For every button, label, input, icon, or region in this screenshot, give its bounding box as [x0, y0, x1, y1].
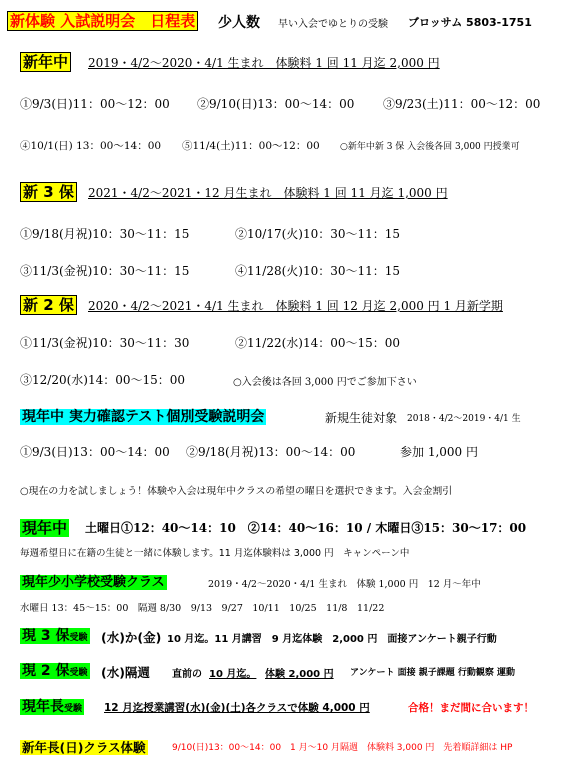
gen3ho-days: (水)か(金): [101, 630, 162, 645]
test-date-1: ①9/3(日)13：00～14：00: [20, 445, 170, 459]
badge-gen2ho-sub: 受験: [69, 668, 88, 678]
test-target: 新規生徒対象: [325, 411, 398, 425]
badge-gen3ho: [20, 628, 90, 644]
section-gennencho: [20, 696, 84, 716]
shin3ho-date-2: ②10/17(火)10：30～11：15: [235, 227, 401, 241]
badge-gen3ho-main: 現 3 保: [22, 628, 70, 644]
badge-gennencho: [20, 699, 84, 715]
shinnenchu-date-2: ②9/10(日)13：00～14：00: [197, 97, 355, 111]
badge-shin2ho: 新 2 保: [20, 295, 77, 315]
section-shogakko: [20, 571, 167, 590]
badge-test: 現年中 実力確認テスト個別受験説明会: [22, 409, 265, 425]
shin3ho-date-1: ①9/18(月祝)10：30～11：15: [20, 227, 190, 241]
section-gennenchu: [20, 517, 69, 538]
test-range: 2018・4/2～2019・4/1 生: [407, 414, 521, 424]
school-name-phone: ブロッサム 5803-1751: [408, 16, 532, 29]
badge-shin3ho: 新 3 保: [20, 182, 77, 202]
badge-gen2ho: [20, 663, 90, 679]
gennencho-info: 12 月迄授業講習(水)(金)(土)各クラスで体験 4,000 円: [104, 702, 370, 714]
badge-gennencho-main: 現年長: [22, 699, 64, 715]
test-date-2: ②9/18(月祝)13：00～14：00: [186, 445, 356, 459]
badge-gen2ho-main: 現 2 保: [22, 663, 70, 679]
shin3ho-date-3: ③11/3(金祝)10：30～11：15: [20, 264, 190, 278]
shin2ho-note: ○入会後は各回 3,000 円でご参加下さい: [233, 377, 417, 388]
gennenchu-note: 毎週希望日に在籍の生徒と一緒に体験します。11 月迄体験料は 3,000 円 キャンペーン中: [20, 548, 410, 559]
test-note: ○現在の力を試しましょう！体験や入会は現年中クラスの希望の曜日を選択できます。入会金割引: [20, 486, 453, 497]
shin2ho-date-3: ③12/20(水)14：00～15：00: [20, 373, 186, 387]
gen2ho-text-e: アンケート 面接 親子課題 行動観察 運動: [350, 668, 515, 678]
badge-shogakko: 現年少小学校受験クラス: [22, 575, 165, 590]
shinnenchu-note: ○新年中新 3 保 入会後各回 3,000 円授業可: [340, 142, 520, 152]
shinnenchu-date-3: ③9/23(土)11：00～12：00: [383, 97, 541, 111]
shinnenchu-date-1: ①9/3(日)11：00～12：00: [20, 97, 170, 111]
badge-gennencho-sub: 受験: [64, 704, 83, 714]
shogakko-schedule: 水曜日 13：45～15：00 隔週 8/30 9/13 9/27 10/11 10/25 11/8 11/22: [20, 603, 385, 614]
shinnenchu-info: 2019・4/2～2020・4/1 生まれ 体験料 1 回 11 月迄 2,000 円: [88, 56, 440, 70]
tagline-big: 少人数: [218, 15, 260, 31]
section-test: [20, 406, 266, 426]
gen2ho-text-c: 10 月迄。: [209, 669, 257, 680]
shinnencho-red-note: 9/10(日)13：00～14：00 1 月～10 月隔週 体験料 3,000 円 先着順詳細は HP: [172, 743, 513, 753]
shinnenchu-date-5: ⑤11/4(土)11：00～12：00: [182, 140, 320, 152]
section-shin2ho: [20, 294, 77, 315]
badge-gennenchu: 現年中: [22, 519, 68, 537]
badge-shinnencho: 新年長(日)クラス体験: [22, 740, 146, 755]
shin2ho-date-1: ①11/3(金祝)10：30～11：30: [20, 336, 190, 350]
section-gen3ho: [20, 625, 90, 645]
gen2ho-text-b: 直前の: [172, 669, 202, 680]
header: [7, 10, 198, 31]
badge-gen3ho-sub: 受験: [69, 633, 88, 643]
tagline-small: 早い入会でゆとりの受験: [278, 19, 388, 30]
shin3ho-info: 2021・4/2～2021・12 月生まれ 体験料 1 回 11 月迄 1,000 円: [88, 186, 448, 200]
gen2ho-text-d: 体験 2,000 円: [265, 669, 334, 680]
shinnenchu-date-4: ④10/1(日) 13：00～14：00: [20, 140, 162, 152]
gen2ho-days: (水)隔週: [101, 665, 150, 680]
section-gen2ho: [20, 660, 90, 680]
shogakko-info: 2019・4/2～2020・4/1 生まれ 体験 1,000 円 12 月～年中: [208, 579, 481, 590]
gen3ho-info: 10 月迄。11 月講習 9 月迄体験 2,000 円 面接アンケート親子行動: [167, 634, 497, 645]
page-title: 新体験 入試説明会 日程表: [7, 11, 198, 31]
gennenchu-schedule: 土曜日①12：40～14：10 ②14：40～16：10 / 木曜日③15：30～17：00: [85, 521, 527, 535]
badge-shinnenchu: 新年中: [20, 52, 71, 72]
section-shin3ho: [20, 181, 77, 202]
shin2ho-date-2: ②11/22(水)14：00～15：00: [235, 336, 401, 350]
gennencho-red-note: 合格！まだ間に合います！: [408, 702, 534, 714]
section-shinnencho: [20, 737, 148, 756]
test-fee: 参加 1,000 円: [400, 445, 478, 459]
shin2ho-info: 2020・4/2～2021・4/1 生まれ 体験料 1 回 12 月迄 2,000 円 1 月新学期: [88, 299, 503, 313]
section-shinnenchu: [20, 51, 71, 72]
shin3ho-date-4: ④11/28(火)10：30～11：15: [235, 264, 401, 278]
